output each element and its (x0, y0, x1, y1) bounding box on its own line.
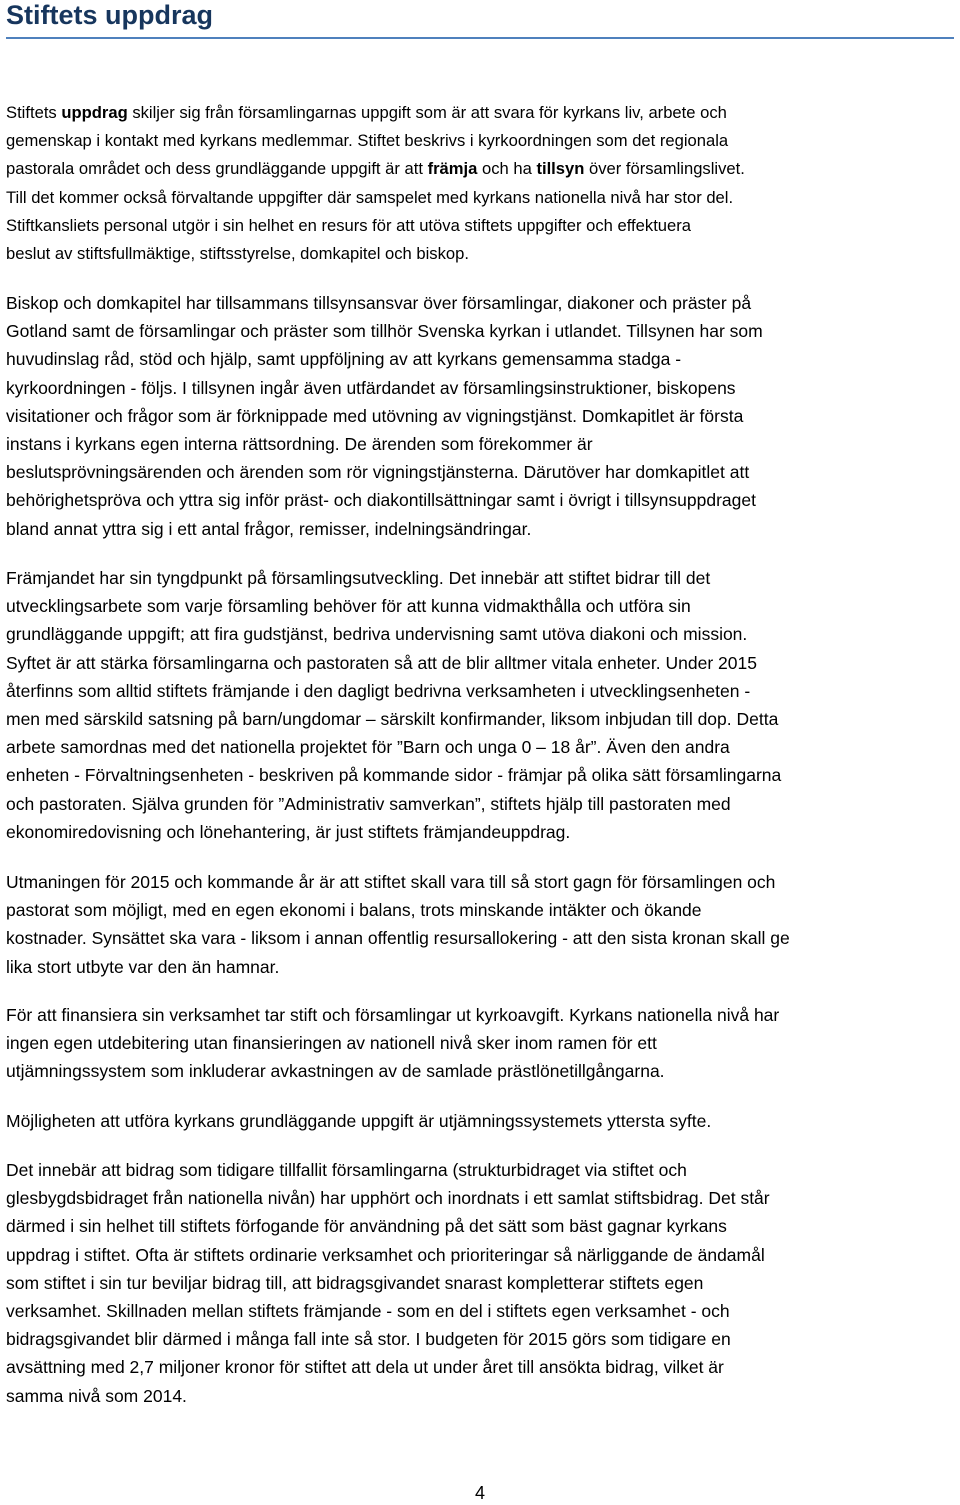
paragraph-2 (6, 289, 954, 543)
text-line: huvudinslag råd, stöd och hjälp, samt uppföljning av att kyrkans gemensamma stadga - (6, 349, 682, 370)
text-line: grundläggande uppgift; att fira gudstjänst, bedriva undervisning samt utöva diakoni och mission. (6, 624, 748, 645)
title-underline (6, 37, 954, 39)
text-run: och ha (477, 159, 537, 179)
text-line: verksamhet. Skillnaden mellan stiftets främjande - som en del i stiftets egen verksamhet - och (6, 1300, 730, 1321)
text-line: samma nivå som 2014. (6, 1385, 187, 1406)
text-line: utvecklingsarbete som varje församling behöver för att kunna vidmakthålla och utföra sin (6, 596, 691, 617)
text-run: Stiftkansliets personal utgör i sin helhet en resurs för att utöva stiftets uppgifter och effektuera (6, 215, 692, 235)
bold-term-uppdrag: uppdrag (61, 103, 128, 122)
text-line (6, 212, 954, 240)
paragraph-5 (6, 1001, 954, 1086)
text-line: Främjandet har sin tyngdpunkt på församlingsutveckling. Det innebär att stiftet bidrar till det (6, 568, 711, 588)
text-line: behörighetspröva och yttra sig inför präst- och diakontillsättningar samt i övrigt i tillsynsuppdraget (6, 490, 756, 511)
paragraph-7 (6, 1156, 954, 1410)
text-line: återfinns som alltid stiftets främjande i den dagligt bedrivna verksamheten i utvecklingsenheten - (6, 680, 751, 701)
page-title: Stiftets uppdrag (6, 0, 213, 30)
paragraph-6 (6, 1107, 954, 1135)
text-line: därmed i sin helhet till stiftets förfogande för användning på det sätt som bäst gagnar kyrkans (6, 1216, 727, 1237)
text-run: över församlingslivet. (584, 159, 745, 179)
text-line: kostnader. Synsättet ska vara - liksom i annan offentlig resursallokering - att den sista kronan skall ge (6, 928, 790, 949)
text-line: visitationer och frågor som är förknippade med utövning av vigningstjänst. Domkapitlet är första (6, 405, 744, 426)
text-run: gemenskap i kontakt med kyrkans medlemmar. Stiftet beskrivs i kyrkoordningen som det regionala (6, 131, 729, 151)
text-line: ingen egen utdebitering utan finansieringen av nationell nivå sker inom ramen för ett (6, 1033, 657, 1054)
text-line (6, 240, 954, 268)
text-line: Biskop och domkapitel har tillsammans tillsynsansvar över församlingar, diakoner och präster på (6, 293, 752, 313)
text-line (6, 155, 954, 183)
text-line: beslutsprövningsärenden och ärenden som rör vigningstjänsterna. Därutöver har domkapitlet att (6, 462, 750, 483)
text-line: lika stort utbyte var den än hamnar. (6, 956, 280, 977)
text-line: avsättning med 2,7 miljoner kronor för stiftet att dela ut under året till ansökta bidrag, vilket är (6, 1357, 724, 1378)
text-line: bidragsgivandet blir därmed i många fall inte så stor. I budgeten för 2015 görs som tidigare en (6, 1329, 731, 1350)
text-line: Syftet är att stärka församlingarna och pastoraten så att de blir alltmer vitala enheter. Under 2015 (6, 652, 757, 673)
text-line: Gotland samt de församlingar och präster som tillhör Svenska kyrkan i utlandet. Tillsynen har som (6, 321, 763, 342)
text-line: kyrkoordningen - följs. I tillsynen ingår även utfärdandet av församlingsinstruktioner, biskopens (6, 377, 736, 398)
bold-term-tillsyn: tillsyn (536, 159, 585, 179)
text-line: pastorat som möjligt, med en egen ekonomi i balans, trots minskande intäkter och ökande (6, 900, 702, 921)
text-line: Möjligheten att utföra kyrkans grundläggande uppgift är utjämningssystemets yttersta syfte. (6, 1111, 712, 1131)
text-line: glesbygdsbidraget från nationella nivån) har upphört och inordnats i ett samlat stiftsbidrag. Det står (6, 1188, 770, 1209)
text-run: skiljer sig från församlingarnas uppgift som är att svara för kyrkans liv, arbete och (127, 103, 727, 122)
paragraph-4 (6, 868, 954, 981)
text-line: bland annat yttra sig i ett antal frågor, remisser, indelningsändringar. (6, 518, 532, 539)
text-run: Stiftets (6, 103, 62, 122)
bold-term-framja: främja (427, 159, 478, 179)
paragraph-1 (6, 99, 954, 268)
text-line: men med särskild satsning på barn/ungdomar – särskilt konfirmander, liksom inbjudan till dop. Detta (6, 708, 779, 729)
text-run: beslut av stiftsfullmäktige, stiftsstyrelse, domkapitel och biskop. (6, 243, 469, 263)
text-line: enheten - Förvaltningsenheten - beskriven på kommande sidor - främjar på olika sätt församlingarna (6, 765, 782, 786)
text-line: Utmaningen för 2015 och kommande år är att stiftet skall vara till så stort gagn för församlingen och (6, 872, 776, 892)
paragraph-3 (6, 564, 954, 846)
page-number: 4 (474, 1483, 485, 1503)
text-line: uppdrag i stiftet. Ofta är stiftets ordinarie verksamhet och prioriteringar så närliggande de ändamål (6, 1244, 765, 1265)
text-line: instans i kyrkans egen interna rättsordning. De ärenden som förekommer är (6, 433, 593, 454)
text-line (6, 127, 954, 155)
text-line: och pastoraten. Själva grunden för ”Administrativ samverkan”, stiftets hjälp till pastoraten med (6, 793, 731, 814)
text-run: Till det kommer också förvaltande uppgifter där samspelet med kyrkans nationella nivå har stor del. (6, 187, 734, 207)
text-line: arbete samordnas med det nationella projektet för ”Barn och unga 0 – 18 år”. Även den andra (6, 737, 730, 758)
text-line: utjämningssystem som inkluderar avkastningen av de samlade prästlönetillgångarna. (6, 1061, 665, 1082)
text-line: För att finansiera sin verksamhet tar stift och församlingar ut kyrkoavgift. Kyrkans nationella nivå har (6, 1005, 780, 1025)
text-line (6, 184, 954, 212)
text-run: pastorala området och dess grundläggande uppgift är att (6, 159, 428, 179)
text-line: ekonomiredovisning och lönehantering, är just stiftets främjandeuppdrag. (6, 821, 571, 842)
text-line: Det innebär att bidrag som tidigare tillfallit församlingarna (strukturbidraget via stiftet och (6, 1160, 687, 1180)
text-line (6, 99, 954, 127)
text-line: som stiftet i sin tur beviljar bidrag till, att bidragsgivandet snarast kompletterar stiftets egen (6, 1272, 704, 1293)
